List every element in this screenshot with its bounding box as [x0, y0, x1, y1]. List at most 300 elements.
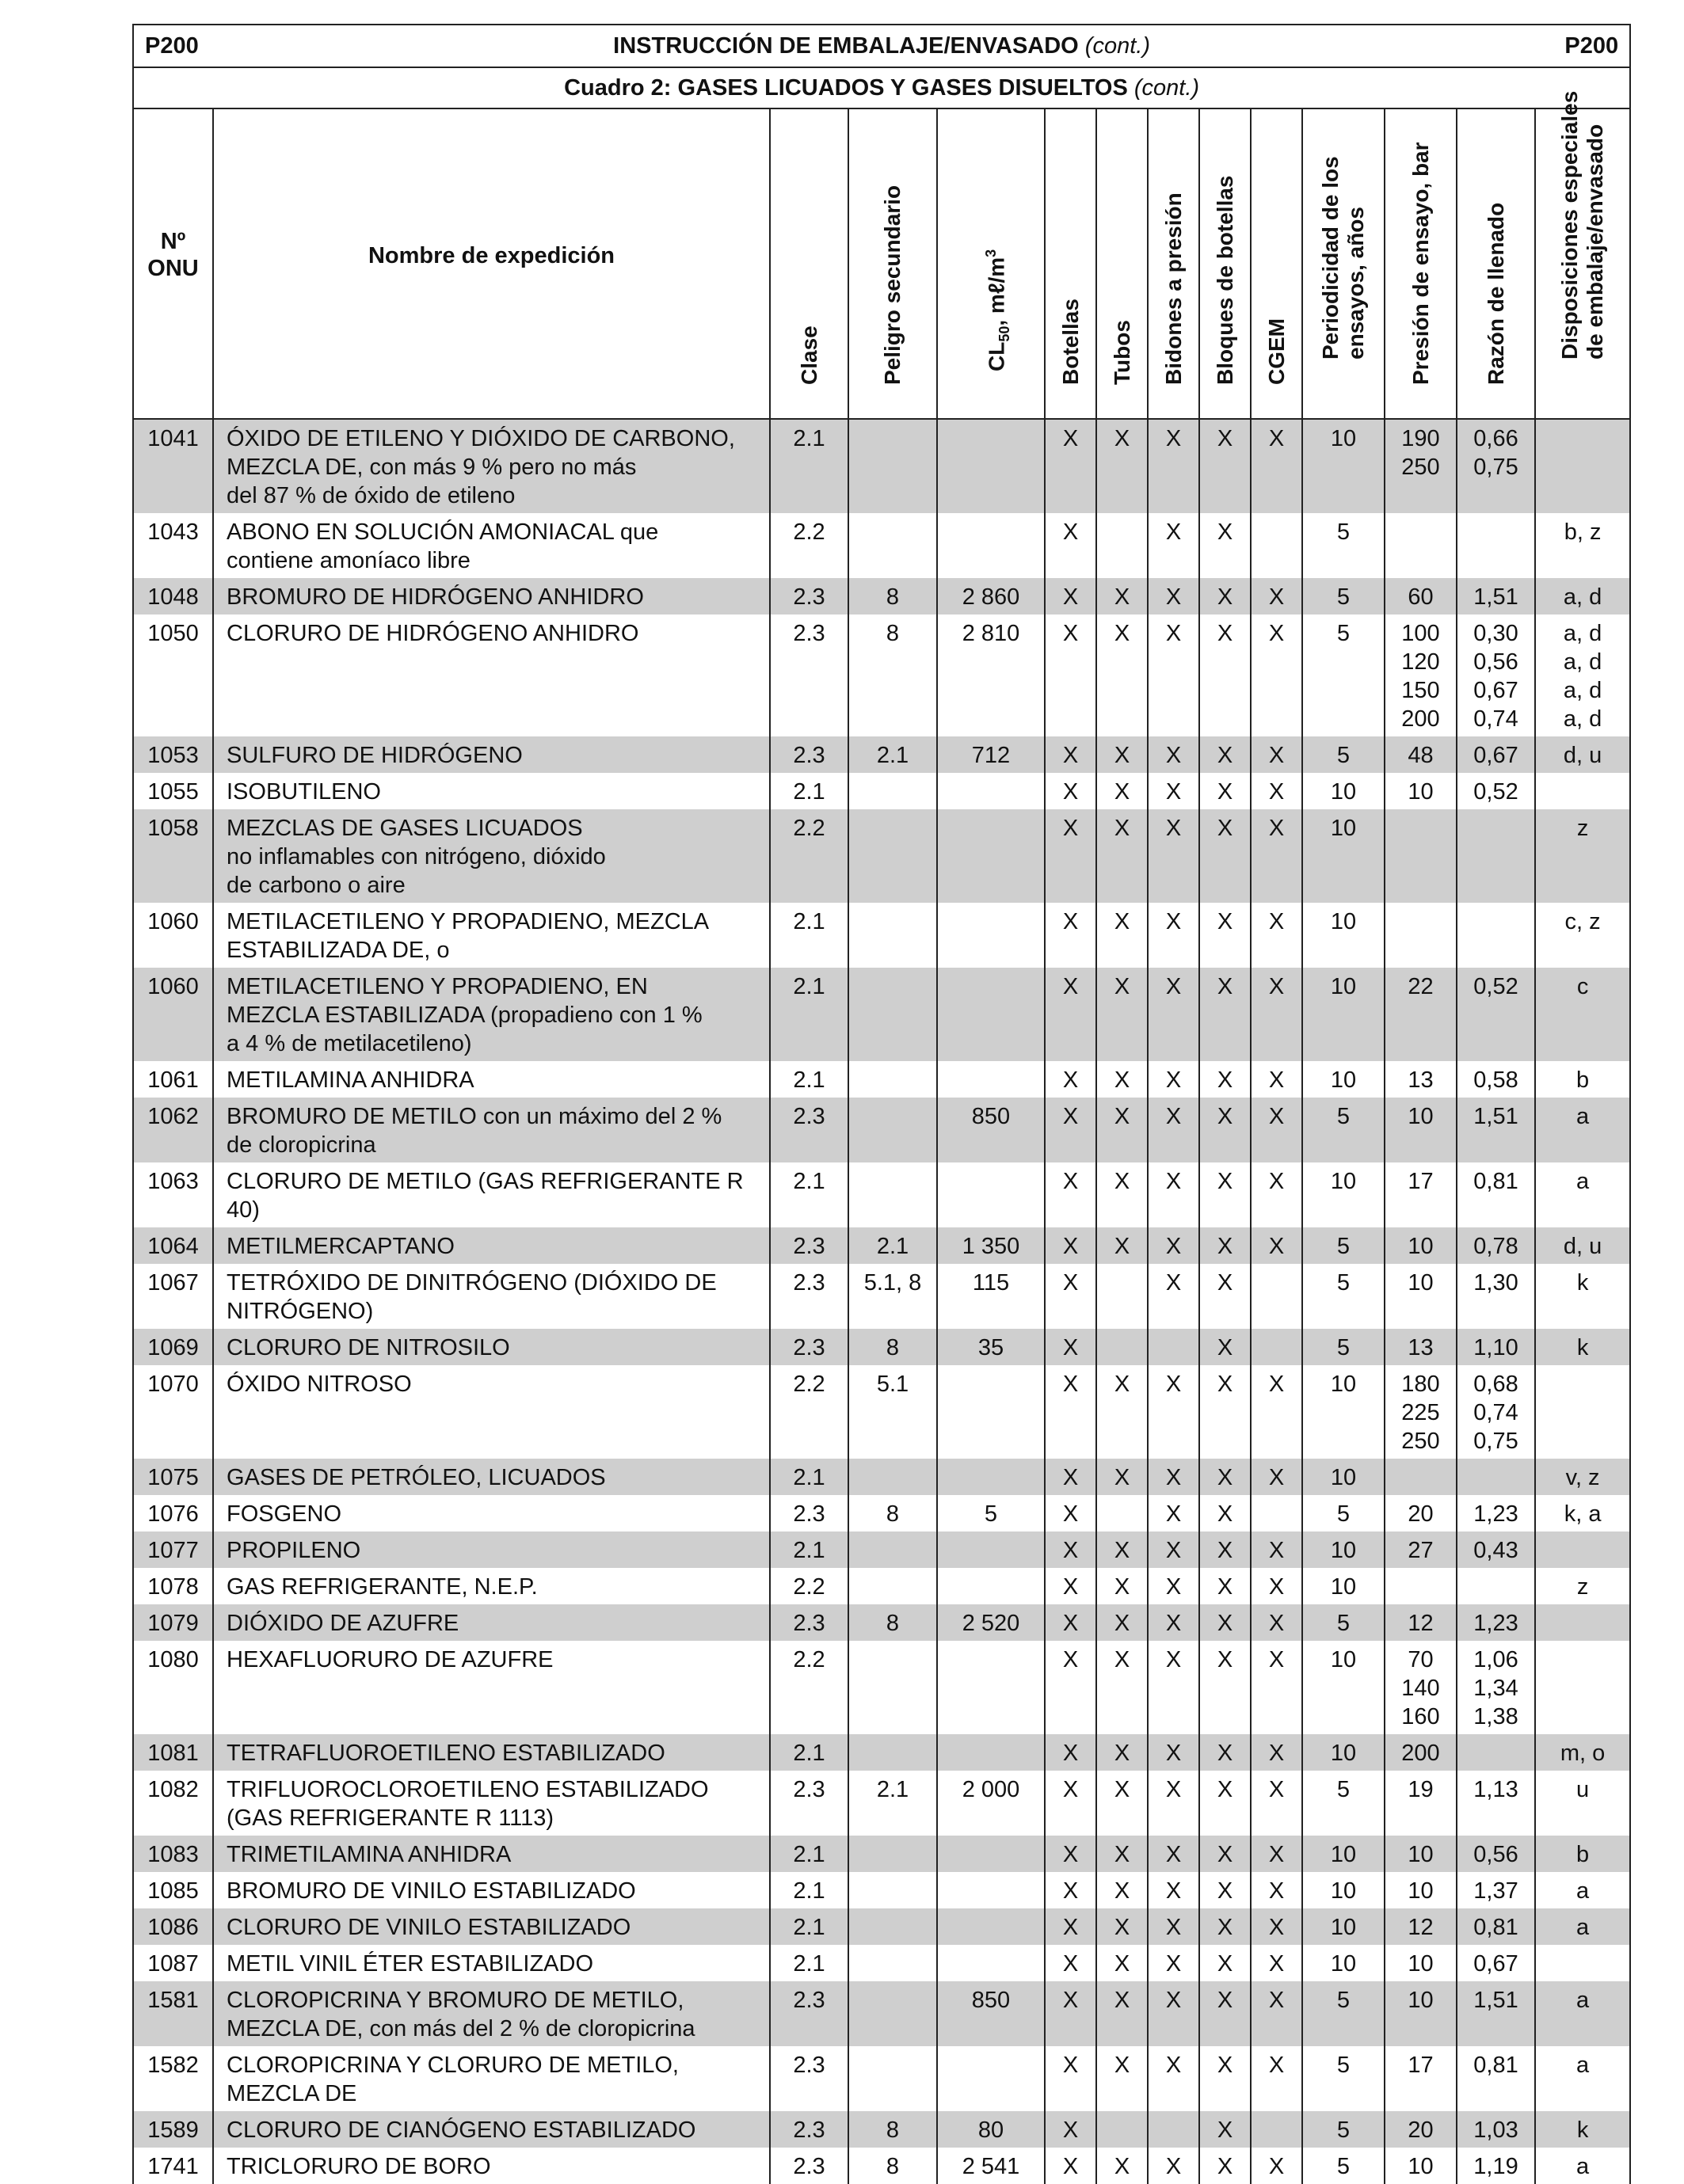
- cell-name: TETRAFLUOROETILENO ESTABILIZADO: [213, 1734, 770, 1771]
- cell-tubos: X: [1096, 1365, 1148, 1459]
- col-tubos: Tubos: [1096, 108, 1148, 419]
- cell-peligro: 2.1: [848, 1227, 937, 1264]
- cell-tubos: X: [1096, 1908, 1148, 1945]
- cell-bidones: X: [1148, 1531, 1199, 1568]
- cell-disposiciones: a: [1535, 1981, 1630, 2046]
- cell-botellas: X: [1045, 1531, 1096, 1568]
- cell-razon: 0,78: [1457, 1227, 1535, 1264]
- cell-periodicidad: 5: [1302, 2148, 1385, 2184]
- cell-botellas: X: [1045, 903, 1096, 968]
- cell-name: BROMURO DE HIDRÓGENO ANHIDRO: [213, 578, 770, 614]
- cell-name: GAS REFRIGERANTE, N.E.P.: [213, 1568, 770, 1604]
- col-disposiciones: Disposiciones especiales de embalaje/envasado: [1535, 108, 1630, 419]
- cell-razon: [1457, 513, 1535, 578]
- cell-clase: 2.3: [770, 2046, 848, 2111]
- cell-disposiciones: [1535, 773, 1630, 809]
- cell-disposiciones: u: [1535, 1771, 1630, 1836]
- cell-periodicidad: 5: [1302, 1329, 1385, 1365]
- cell-onu: 1083: [133, 1836, 213, 1872]
- cell-bloques: X: [1199, 1908, 1251, 1945]
- cell-onu: 1086: [133, 1908, 213, 1945]
- cell-cl50: 1 350: [937, 1227, 1045, 1264]
- cell-presion: 10: [1385, 1836, 1457, 1872]
- cell-presion: 19: [1385, 1771, 1457, 1836]
- cell-cl50: 80: [937, 2111, 1045, 2148]
- cell-cgem: X: [1251, 968, 1302, 1061]
- cell-presion: 70 140 160: [1385, 1641, 1457, 1734]
- cell-clase: 2.1: [770, 1162, 848, 1227]
- cell-razon: 0,67: [1457, 736, 1535, 773]
- cell-presion: 60: [1385, 578, 1457, 614]
- cell-onu: 1055: [133, 773, 213, 809]
- cell-clase: 2.3: [770, 1098, 848, 1162]
- cell-razon: 1,19: [1457, 2148, 1535, 2184]
- cell-bidones: X: [1148, 1945, 1199, 1981]
- cell-periodicidad: 5: [1302, 2046, 1385, 2111]
- cell-onu: 1581: [133, 1981, 213, 2046]
- cell-periodicidad: 10: [1302, 1568, 1385, 1604]
- cell-name: METILACETILENO Y PROPADIENO, EN MEZCLA ESTABILIZADA (propadieno con 1 % a 4 % de metilacetileno): [213, 968, 770, 1061]
- cell-cl50: 2 541: [937, 2148, 1045, 2184]
- cell-tubos: X: [1096, 968, 1148, 1061]
- cell-clase: 2.1: [770, 1945, 848, 1981]
- cell-name: TETRÓXIDO DE DINITRÓGENO (DIÓXIDO DE NITRÓGENO): [213, 1264, 770, 1329]
- cell-cl50: [937, 1872, 1045, 1908]
- cell-bidones: X: [1148, 1568, 1199, 1604]
- cell-cgem: X: [1251, 578, 1302, 614]
- cell-bloques: X: [1199, 1264, 1251, 1329]
- cell-bloques: X: [1199, 1061, 1251, 1098]
- cell-bidones: [1148, 2111, 1199, 2148]
- cell-name: ÓXIDO DE ETILENO Y DIÓXIDO DE CARBONO, MEZCLA DE, con más 9 % pero no más del 87 % de óxido de etileno: [213, 419, 770, 513]
- cell-cgem: X: [1251, 1734, 1302, 1771]
- cell-name: CLOROPICRINA Y CLORURO DE METILO, MEZCLA DE: [213, 2046, 770, 2111]
- cell-tubos: X: [1096, 1604, 1148, 1641]
- cell-onu: 1061: [133, 1061, 213, 1098]
- cell-bloques: X: [1199, 2046, 1251, 2111]
- cell-periodicidad: 10: [1302, 1641, 1385, 1734]
- cell-peligro: 8: [848, 2148, 937, 2184]
- col-cgem: CGEM: [1251, 108, 1302, 419]
- cell-clase: 2.3: [770, 614, 848, 736]
- cell-cgem: X: [1251, 1227, 1302, 1264]
- cell-tubos: X: [1096, 1568, 1148, 1604]
- cell-botellas: X: [1045, 1061, 1096, 1098]
- cell-disposiciones: a: [1535, 2046, 1630, 2111]
- cell-peligro: [848, 1098, 937, 1162]
- cell-botellas: X: [1045, 1227, 1096, 1264]
- cell-bidones: X: [1148, 1872, 1199, 1908]
- cell-botellas: X: [1045, 1495, 1096, 1531]
- col-bloques: Bloques de botellas: [1199, 108, 1251, 419]
- cell-cgem: X: [1251, 1872, 1302, 1908]
- cell-cgem: X: [1251, 1836, 1302, 1872]
- cell-bidones: X: [1148, 1227, 1199, 1264]
- cell-onu: 1075: [133, 1459, 213, 1495]
- cell-cgem: [1251, 1495, 1302, 1531]
- table-row: [133, 2148, 1630, 2184]
- cell-presion: [1385, 1568, 1457, 1604]
- cell-razon: 0,81: [1457, 2046, 1535, 2111]
- cell-presion: 17: [1385, 1162, 1457, 1227]
- cell-botellas: X: [1045, 2111, 1096, 2148]
- cell-clase: 2.1: [770, 1836, 848, 1872]
- cell-razon: [1457, 1734, 1535, 1771]
- cell-bloques: X: [1199, 2111, 1251, 2148]
- cell-tubos: X: [1096, 1981, 1148, 2046]
- cell-bloques: X: [1199, 1568, 1251, 1604]
- cell-disposiciones: b: [1535, 1836, 1630, 1872]
- cell-razon: 1,30: [1457, 1264, 1535, 1329]
- cell-tubos: X: [1096, 1098, 1148, 1162]
- cell-bidones: X: [1148, 1836, 1199, 1872]
- cell-periodicidad: 5: [1302, 1495, 1385, 1531]
- cell-clase: 2.1: [770, 773, 848, 809]
- cell-bloques: X: [1199, 1329, 1251, 1365]
- cell-tubos: X: [1096, 1162, 1148, 1227]
- table-row: [133, 419, 1630, 513]
- cell-bloques: X: [1199, 1945, 1251, 1981]
- cell-botellas: X: [1045, 1162, 1096, 1227]
- cell-disposiciones: k: [1535, 1264, 1630, 1329]
- cell-periodicidad: 10: [1302, 1459, 1385, 1495]
- cell-name: FOSGENO: [213, 1495, 770, 1531]
- cell-botellas: X: [1045, 1945, 1096, 1981]
- cell-razon: 0,67: [1457, 1945, 1535, 1981]
- cell-clase: 2.3: [770, 1495, 848, 1531]
- cell-presion: 48: [1385, 736, 1457, 773]
- cell-tubos: X: [1096, 1061, 1148, 1098]
- cell-tubos: X: [1096, 736, 1148, 773]
- cell-onu: 1079: [133, 1604, 213, 1641]
- cell-tubos: X: [1096, 809, 1148, 903]
- cell-onu: 1087: [133, 1945, 213, 1981]
- cell-periodicidad: 5: [1302, 1981, 1385, 2046]
- cell-clase: 2.2: [770, 1365, 848, 1459]
- cell-cl50: [937, 1162, 1045, 1227]
- cell-cgem: X: [1251, 903, 1302, 968]
- cell-onu: 1058: [133, 809, 213, 903]
- cell-presion: 10: [1385, 2148, 1457, 2184]
- cell-tubos: X: [1096, 1945, 1148, 1981]
- cell-disposiciones: [1535, 1641, 1630, 1734]
- cell-presion: 20: [1385, 1495, 1457, 1531]
- cell-razon: 0,81: [1457, 1162, 1535, 1227]
- cell-cgem: X: [1251, 1531, 1302, 1568]
- table-row: [133, 1227, 1630, 1264]
- cell-bloques: X: [1199, 1641, 1251, 1734]
- cell-tubos: X: [1096, 419, 1148, 513]
- cell-peligro: [848, 1061, 937, 1098]
- cell-onu: 1053: [133, 736, 213, 773]
- cell-tubos: X: [1096, 1641, 1148, 1734]
- table-row: [133, 513, 1630, 578]
- cell-razon: 0,66 0,75: [1457, 419, 1535, 513]
- cell-cl50: [937, 1061, 1045, 1098]
- cell-periodicidad: 10: [1302, 1162, 1385, 1227]
- cell-peligro: [848, 419, 937, 513]
- cell-peligro: 2.1: [848, 1771, 937, 1836]
- cell-peligro: 8: [848, 1329, 937, 1365]
- cell-cgem: X: [1251, 1945, 1302, 1981]
- cell-periodicidad: 5: [1302, 736, 1385, 773]
- cell-bloques: X: [1199, 1227, 1251, 1264]
- cell-disposiciones: [1535, 1945, 1630, 1981]
- cell-disposiciones: b, z: [1535, 513, 1630, 578]
- cell-presion: 200: [1385, 1734, 1457, 1771]
- cell-presion: 17: [1385, 2046, 1457, 2111]
- cell-periodicidad: 10: [1302, 1061, 1385, 1098]
- cell-peligro: [848, 1836, 937, 1872]
- cell-peligro: [848, 1459, 937, 1495]
- cell-presion: [1385, 809, 1457, 903]
- cell-cl50: [937, 1365, 1045, 1459]
- cell-name: CLORURO DE HIDRÓGENO ANHIDRO: [213, 614, 770, 736]
- cell-bloques: X: [1199, 1836, 1251, 1872]
- cell-peligro: [848, 1872, 937, 1908]
- cell-name: CLORURO DE METILO (GAS REFRIGERANTE R 40): [213, 1162, 770, 1227]
- cell-botellas: X: [1045, 1098, 1096, 1162]
- cell-periodicidad: 10: [1302, 809, 1385, 903]
- cell-periodicidad: 10: [1302, 1734, 1385, 1771]
- cell-cgem: [1251, 2111, 1302, 2148]
- cell-onu: 1582: [133, 2046, 213, 2111]
- cell-presion: 10: [1385, 1945, 1457, 1981]
- cell-razon: 0,52: [1457, 968, 1535, 1061]
- cell-name: MEZCLAS DE GASES LICUADOS no inflamables con nitrógeno, dióxido de carbono o aire: [213, 809, 770, 903]
- cell-peligro: 8: [848, 2111, 937, 2148]
- cell-cgem: X: [1251, 1162, 1302, 1227]
- cell-bloques: X: [1199, 773, 1251, 809]
- cell-cl50: 2 000: [937, 1771, 1045, 1836]
- table-row: [133, 1061, 1630, 1098]
- cell-periodicidad: 5: [1302, 513, 1385, 578]
- cell-disposiciones: [1535, 1604, 1630, 1641]
- cell-bidones: X: [1148, 1604, 1199, 1641]
- cell-cl50: 712: [937, 736, 1045, 773]
- cell-clase: 2.1: [770, 1908, 848, 1945]
- cell-name: METIL VINIL ÉTER ESTABILIZADO: [213, 1945, 770, 1981]
- cell-cgem: X: [1251, 809, 1302, 903]
- cell-razon: [1457, 809, 1535, 903]
- cell-bidones: X: [1148, 614, 1199, 736]
- cell-cgem: X: [1251, 1908, 1302, 1945]
- cell-disposiciones: v, z: [1535, 1459, 1630, 1495]
- cell-bloques: X: [1199, 809, 1251, 903]
- cell-presion: 22: [1385, 968, 1457, 1061]
- cell-disposiciones: a: [1535, 1908, 1630, 1945]
- cell-peligro: [848, 1945, 937, 1981]
- cell-bidones: X: [1148, 578, 1199, 614]
- cell-bidones: X: [1148, 1734, 1199, 1771]
- cell-cl50: 5: [937, 1495, 1045, 1531]
- cell-tubos: X: [1096, 2148, 1148, 2184]
- cell-clase: 2.3: [770, 2148, 848, 2184]
- cell-razon: 0,58: [1457, 1061, 1535, 1098]
- cell-tubos: X: [1096, 614, 1148, 736]
- cell-cl50: [937, 1641, 1045, 1734]
- cell-cl50: 2 520: [937, 1604, 1045, 1641]
- col-nombre: Nombre de expedición: [213, 108, 770, 419]
- cell-cl50: 115: [937, 1264, 1045, 1329]
- cell-cl50: [937, 1568, 1045, 1604]
- cell-name: METILACETILENO Y PROPADIENO, MEZCLA ESTABILIZADA DE, o: [213, 903, 770, 968]
- cell-cl50: [937, 968, 1045, 1061]
- cell-razon: 1,37: [1457, 1872, 1535, 1908]
- cell-peligro: [848, 1734, 937, 1771]
- cell-presion: 13: [1385, 1061, 1457, 1098]
- cell-bloques: X: [1199, 1459, 1251, 1495]
- cell-razon: 1,13: [1457, 1771, 1535, 1836]
- cell-clase: 2.1: [770, 1734, 848, 1771]
- cell-razon: [1457, 1568, 1535, 1604]
- cell-cl50: [937, 1734, 1045, 1771]
- cell-clase: 2.2: [770, 1641, 848, 1734]
- table-row: [133, 1604, 1630, 1641]
- cell-name: SULFURO DE HIDRÓGENO: [213, 736, 770, 773]
- cell-bloques: X: [1199, 1604, 1251, 1641]
- cell-onu: 1081: [133, 1734, 213, 1771]
- cell-presion: 10: [1385, 1227, 1457, 1264]
- cell-botellas: X: [1045, 1908, 1096, 1945]
- cell-tubos: [1096, 513, 1148, 578]
- cell-bloques: X: [1199, 2148, 1251, 2184]
- cell-peligro: 8: [848, 614, 937, 736]
- cell-disposiciones: z: [1535, 809, 1630, 903]
- cell-periodicidad: 10: [1302, 1945, 1385, 1981]
- cell-onu: 1041: [133, 419, 213, 513]
- cell-cl50: [937, 809, 1045, 903]
- cell-bloques: X: [1199, 903, 1251, 968]
- cell-disposiciones: m, o: [1535, 1734, 1630, 1771]
- cell-bidones: X: [1148, 1908, 1199, 1945]
- cell-periodicidad: 5: [1302, 1771, 1385, 1836]
- cell-bloques: X: [1199, 1365, 1251, 1459]
- cell-presion: 12: [1385, 1908, 1457, 1945]
- cell-cgem: [1251, 1329, 1302, 1365]
- col-peligro: Peligro secundario: [848, 108, 937, 419]
- table-row: [133, 1641, 1630, 1734]
- cell-periodicidad: 10: [1302, 1531, 1385, 1568]
- cell-onu: 1062: [133, 1098, 213, 1162]
- cell-bloques: X: [1199, 1771, 1251, 1836]
- cell-bidones: X: [1148, 1771, 1199, 1836]
- cell-peligro: 8: [848, 1604, 937, 1641]
- cell-clase: 2.1: [770, 903, 848, 968]
- table-row: [133, 1568, 1630, 1604]
- cell-bloques: X: [1199, 578, 1251, 614]
- cell-tubos: X: [1096, 773, 1148, 809]
- cell-cl50: 850: [937, 1981, 1045, 2046]
- cell-cgem: X: [1251, 2046, 1302, 2111]
- cell-onu: 1064: [133, 1227, 213, 1264]
- cell-cl50: 850: [937, 1098, 1045, 1162]
- cell-botellas: X: [1045, 578, 1096, 614]
- packing-instruction-document: [132, 24, 1629, 2184]
- table-row: [133, 2046, 1630, 2111]
- cell-cgem: X: [1251, 1604, 1302, 1641]
- cell-bloques: X: [1199, 1872, 1251, 1908]
- cell-razon: 1,51: [1457, 1098, 1535, 1162]
- cell-periodicidad: 10: [1302, 1908, 1385, 1945]
- cell-bidones: X: [1148, 1365, 1199, 1459]
- table-row: [133, 1098, 1630, 1162]
- cell-botellas: X: [1045, 1872, 1096, 1908]
- cell-clase: 2.3: [770, 1227, 848, 1264]
- cell-botellas: X: [1045, 736, 1096, 773]
- cell-cgem: X: [1251, 419, 1302, 513]
- cell-disposiciones: [1535, 419, 1630, 513]
- cell-name: TRIMETILAMINA ANHIDRA: [213, 1836, 770, 1872]
- cell-cgem: X: [1251, 1771, 1302, 1836]
- table-row: [133, 1531, 1630, 1568]
- cell-disposiciones: c: [1535, 968, 1630, 1061]
- cell-razon: [1457, 1459, 1535, 1495]
- cell-bidones: X: [1148, 2046, 1199, 2111]
- cell-tubos: [1096, 1264, 1148, 1329]
- table-row: [133, 1459, 1630, 1495]
- cell-name: CLOROPICRINA Y BROMURO DE METILO, MEZCLA DE, con más del 2 % de cloropicrina: [213, 1981, 770, 2046]
- cell-tubos: X: [1096, 1531, 1148, 1568]
- cell-cgem: [1251, 513, 1302, 578]
- cell-disposiciones: a: [1535, 1872, 1630, 1908]
- cell-presion: 12: [1385, 1604, 1457, 1641]
- cell-periodicidad: 10: [1302, 1836, 1385, 1872]
- table-row: [133, 1495, 1630, 1531]
- table-row: [133, 1981, 1630, 2046]
- cell-razon: 1,23: [1457, 1495, 1535, 1531]
- cell-bidones: X: [1148, 1098, 1199, 1162]
- cell-tubos: X: [1096, 1459, 1148, 1495]
- table-row: [133, 1329, 1630, 1365]
- cell-razon: 0,43: [1457, 1531, 1535, 1568]
- cell-tubos: X: [1096, 1734, 1148, 1771]
- table-row: [133, 968, 1630, 1061]
- cell-onu: 1060: [133, 968, 213, 1061]
- cell-presion: 20: [1385, 2111, 1457, 2148]
- cell-periodicidad: 5: [1302, 614, 1385, 736]
- gases-table: [132, 24, 1631, 2184]
- cell-disposiciones: a: [1535, 2148, 1630, 2184]
- table-caption: Cuadro 2: GASES LICUADOS Y GASES DISUELTOS (cont.): [133, 67, 1630, 108]
- cell-clase: 2.1: [770, 1531, 848, 1568]
- cell-bidones: X: [1148, 773, 1199, 809]
- table-row: [133, 1734, 1630, 1771]
- cell-razon: 0,68 0,74 0,75: [1457, 1365, 1535, 1459]
- cell-onu: 1589: [133, 2111, 213, 2148]
- cell-clase: 2.1: [770, 419, 848, 513]
- cell-presion: 190 250: [1385, 419, 1457, 513]
- table-row: [133, 1872, 1630, 1908]
- cell-botellas: X: [1045, 1981, 1096, 2046]
- cell-clase: 2.3: [770, 1771, 848, 1836]
- cell-disposiciones: b: [1535, 1061, 1630, 1098]
- cell-botellas: X: [1045, 968, 1096, 1061]
- cell-disposiciones: a: [1535, 1098, 1630, 1162]
- cell-disposiciones: k: [1535, 1329, 1630, 1365]
- cell-onu: 1078: [133, 1568, 213, 1604]
- cell-razon: [1457, 903, 1535, 968]
- cell-disposiciones: [1535, 1365, 1630, 1459]
- cell-bloques: X: [1199, 419, 1251, 513]
- cell-clase: 2.1: [770, 1459, 848, 1495]
- cell-bloques: X: [1199, 1734, 1251, 1771]
- cell-razon: 0,81: [1457, 1908, 1535, 1945]
- cell-peligro: [848, 1981, 937, 2046]
- instruction-header: [133, 25, 1630, 67]
- cell-peligro: [848, 773, 937, 809]
- cell-cgem: X: [1251, 773, 1302, 809]
